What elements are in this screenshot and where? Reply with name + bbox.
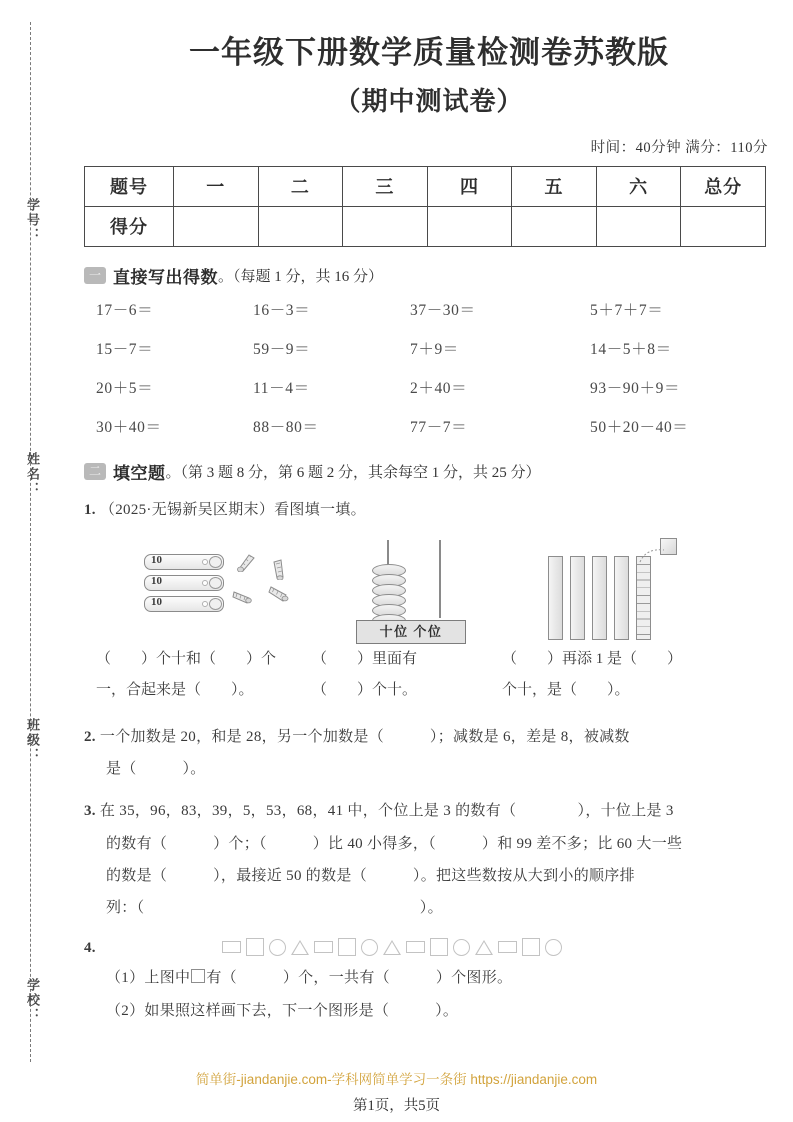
section-1-number-badge: 一 — [84, 267, 106, 284]
arithmetic-problem[interactable]: 15－7＝ — [96, 340, 154, 358]
sidebar-item-student-id: 学号： — [25, 198, 40, 243]
question-4 — [84, 932, 774, 1027]
score-table-col-1: 一 — [174, 166, 259, 206]
q1-pic2-blank-line1[interactable]: （ ）里面有 — [312, 650, 418, 667]
question-1-illustrations — [84, 532, 774, 644]
shuttlecock-icon — [235, 552, 257, 572]
arithmetic-problem[interactable]: 11－4＝ — [253, 379, 310, 397]
rectangle-shape-icon — [314, 941, 333, 953]
circle-shape-icon — [269, 939, 286, 956]
question-2-line-1[interactable]: 一个加数是 20，和是 28，另一个加数是（ ）；减数是 6，差是 8，被减数 — [99, 728, 630, 745]
shuttlecock-icon — [268, 558, 290, 580]
table-row-header — [85, 166, 766, 206]
illustration-shuttlecock-tubes — [144, 554, 305, 617]
question-4-sub1-prefix: （1）上图中 — [106, 970, 191, 987]
tube-dot-icon — [202, 580, 208, 586]
question-1-text: （2025·无锡新吴区期末）看图填一填。 — [99, 501, 366, 518]
q1-pic2-blank-line2[interactable]: （ ）个十。 — [312, 682, 418, 699]
shape-pattern-sequence — [84, 936, 562, 958]
rectangle-shape-icon — [406, 941, 425, 953]
arithmetic-problem[interactable]: 50＋20－40＝ — [590, 418, 689, 436]
question-1 — [84, 494, 774, 526]
arithmetic-problem[interactable]: 14－5＋8＝ — [590, 340, 672, 358]
abacus-rod-ones — [439, 540, 441, 618]
section-2-header — [84, 459, 774, 484]
arithmetic-problem[interactable]: 5＋7＋7＝ — [590, 301, 664, 319]
question-2 — [84, 721, 774, 786]
square-shape-icon — [338, 938, 356, 956]
score-table-col-total: 总分 — [681, 166, 766, 206]
arithmetic-problem[interactable]: 20＋5＝ — [96, 379, 154, 397]
shuttlecock-tube-icon — [144, 596, 224, 612]
question-3-number: 3. — [84, 803, 96, 820]
score-cell-2[interactable] — [258, 206, 343, 246]
triangle-shape-icon — [291, 940, 309, 955]
tube-dot-icon — [202, 559, 208, 565]
question-3-line-2[interactable]: 的数有（ ）个；（ ）比 40 小得多，（ ）和 99 差不多；比 60 大一些 — [106, 835, 683, 852]
shuttlecock-tube-icon — [144, 554, 224, 570]
question-3-line-4[interactable]: 列：（ ）。 — [106, 900, 443, 917]
shuttlecock-tube-icon — [144, 575, 224, 591]
binding-dashed-line — [30, 22, 32, 1062]
arithmetic-problem[interactable]: 7＋9＝ — [410, 340, 459, 358]
question-2-line-2[interactable]: 是（ ）。 — [106, 761, 206, 778]
triangle-shape-icon — [475, 940, 493, 955]
square-shape-icon — [522, 938, 540, 956]
arithmetic-problem[interactable]: 17－6＝ — [96, 301, 154, 319]
score-cell-1[interactable] — [174, 206, 259, 246]
add-arrow-curve-icon — [638, 542, 672, 564]
table-row-score — [85, 206, 766, 246]
tube-label: 10 — [151, 574, 162, 587]
arithmetic-problem[interactable]: 93－90＋9＝ — [590, 379, 681, 397]
base-ten-rod — [614, 556, 629, 640]
q1-pic3-blank-line2[interactable]: 个十，是（ ）。 — [502, 682, 630, 699]
arithmetic-problem[interactable]: 16－3＝ — [253, 301, 311, 319]
illustration-counting-frame — [356, 540, 468, 644]
sidebar-item-name: 姓名： — [25, 452, 40, 497]
tube-cap-icon — [209, 556, 222, 568]
square-shape-icon — [430, 938, 448, 956]
score-table-col-4: 四 — [427, 166, 512, 206]
tube-label: 10 — [151, 553, 162, 566]
tube-cap-icon — [209, 577, 222, 589]
circle-shape-icon — [453, 939, 470, 956]
square-shape-icon — [246, 938, 264, 956]
section-1-title: 直接写出得数 — [113, 267, 218, 287]
section-1-note: 。（每题 1 分，共 16 分） — [218, 268, 384, 285]
q1-pic1-blank-line1[interactable]: （ ）个十和（ ）个 — [96, 650, 277, 667]
arithmetic-problem[interactable]: 59－9＝ — [253, 340, 311, 358]
score-table-col-3: 三 — [343, 166, 428, 206]
exam-meta-info: 时间：40分钟 满分：110分 — [590, 139, 768, 156]
question-1-blanks — [84, 644, 774, 707]
page-title: 一年级下册数学质量检测卷苏教版 — [189, 35, 669, 70]
shuttlecock-icon — [267, 582, 291, 606]
tube-label: 10 — [151, 595, 162, 608]
question-4-sub-1 — [84, 962, 774, 994]
score-cell-5[interactable] — [512, 206, 597, 246]
question-2-number: 2. — [84, 728, 96, 745]
question-3 — [84, 795, 774, 924]
sidebar-item-class: 班级： — [25, 718, 40, 763]
rectangle-shape-icon — [498, 941, 517, 953]
question-4-number: 4. — [84, 940, 96, 957]
score-table-col-6: 六 — [596, 166, 681, 206]
question-3-line-3[interactable]: 的数是（ ），最接近 50 的数是（ ）。把这些数按从大到小的顺序排 — [106, 867, 635, 884]
section-2-title: 填空题 — [113, 463, 166, 483]
score-table — [84, 166, 766, 247]
arithmetic-problem[interactable]: 37－30＝ — [410, 301, 476, 319]
illustration-base-ten-rods — [542, 538, 682, 644]
score-table-row-label-1: 题号 — [85, 166, 174, 206]
page-subtitle: （期中测试卷） — [334, 86, 524, 116]
exam-content — [84, 0, 774, 1027]
square-shape-icon — [191, 969, 205, 983]
base-ten-rod — [548, 556, 563, 640]
base-ten-rod — [570, 556, 585, 640]
score-cell-6[interactable] — [596, 206, 681, 246]
question-3-line-1[interactable]: 在 35，96，83，39，5，53，68，41 中，个位上是 3 的数有（ ），十位上是 3 — [99, 803, 674, 820]
arithmetic-problem[interactable]: 2＋40＝ — [410, 379, 468, 397]
question-4-sub1-suffix[interactable]: 有（ ）个，一共有（ ）个图形。 — [206, 970, 513, 987]
abacus-place-value-label: 十位 个位 — [356, 620, 466, 644]
section-2-number-badge: 二 — [84, 463, 106, 480]
score-table-col-5: 五 — [512, 166, 597, 206]
rectangle-shape-icon — [222, 941, 241, 953]
score-table-col-2: 二 — [258, 166, 343, 206]
sidebar-item-school: 学校： — [25, 978, 40, 1023]
triangle-shape-icon — [383, 940, 401, 955]
arithmetic-problem[interactable]: 77－7＝ — [410, 418, 468, 436]
tube-cap-icon — [209, 598, 222, 610]
section-2-note: 。（第 3 题 8 分，第 6 题 2 分，其余每空 1 分，共 25 分） — [165, 464, 541, 481]
arithmetic-problem-grid — [84, 298, 774, 437]
arithmetic-problem[interactable]: 88－80＝ — [253, 418, 319, 436]
question-4-sub-2[interactable]: （2）如果照这样画下去，下一个图形是（ ）。 — [106, 1002, 459, 1019]
score-cell-total[interactable] — [681, 206, 766, 246]
q1-pic1-blank-line2[interactable]: 一，合起来是（ ）。 — [96, 682, 254, 699]
score-table-row-label-2: 得分 — [85, 206, 174, 246]
tube-dot-icon — [202, 601, 208, 607]
page-number: 第1页，共5页 — [353, 1098, 440, 1114]
base-ten-rod — [592, 556, 607, 640]
score-cell-3[interactable] — [343, 206, 428, 246]
section-1-header — [84, 263, 774, 288]
score-cell-4[interactable] — [427, 206, 512, 246]
circle-shape-icon — [361, 939, 378, 956]
shuttlecock-icon — [231, 584, 253, 606]
q1-pic3-blank-line1[interactable]: （ ）再添 1 是（ ） — [502, 650, 683, 667]
circle-shape-icon — [545, 939, 562, 956]
question-1-number: 1. — [84, 501, 96, 518]
footer-watermark: 简单街-jiandanjie.com-学科网简单学习一条街 https://jiandanjie.com — [195, 1072, 598, 1087]
arithmetic-problem[interactable]: 30＋40＝ — [96, 418, 162, 436]
base-ten-rod-segmented — [636, 556, 651, 640]
